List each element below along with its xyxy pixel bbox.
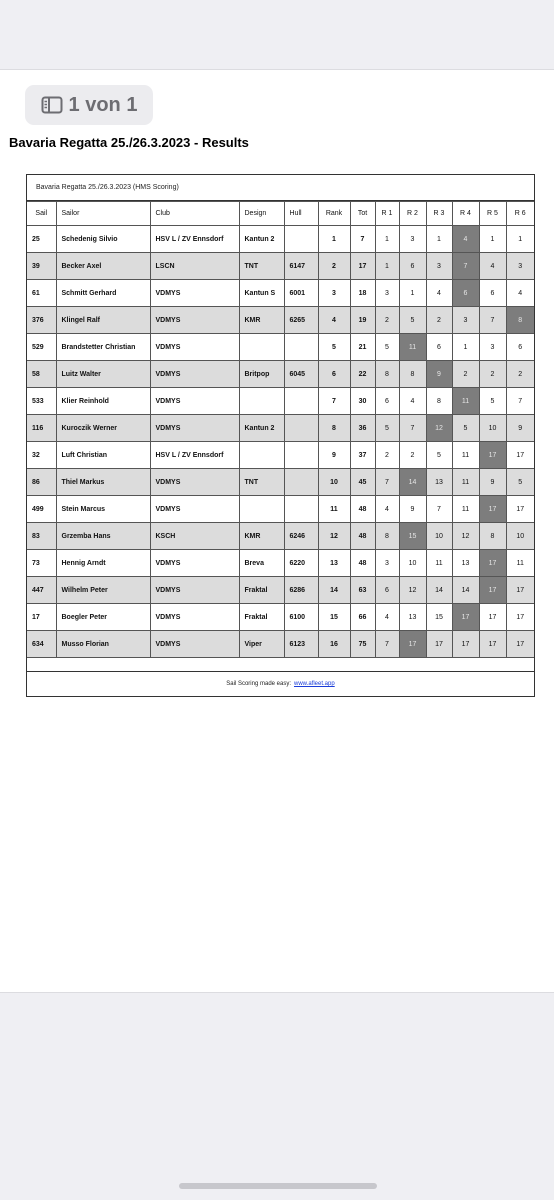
hull-cell: 6246 — [284, 523, 318, 550]
column-header: R 6 — [506, 202, 534, 226]
sailor-cell: Wilhelm Peter — [56, 577, 150, 604]
race-cell: 9 — [506, 415, 534, 442]
design-cell: TNT — [239, 469, 284, 496]
column-header: Design — [239, 202, 284, 226]
race-cell: 17 — [506, 604, 534, 631]
column-header: R 5 — [479, 202, 506, 226]
race-cell: 17 — [479, 604, 506, 631]
club-cell: VDMYS — [150, 631, 239, 658]
race-cell: 15 — [426, 604, 452, 631]
race-cell: 11 — [452, 496, 479, 523]
sail-cell: 116 — [27, 415, 56, 442]
race-cell: 1 — [452, 334, 479, 361]
table-footer — [27, 671, 534, 696]
sailor-cell: Schedenig Silvio — [56, 226, 150, 253]
club-cell: VDMYS — [150, 280, 239, 307]
discarded-race-cell: 8 — [506, 307, 534, 334]
rank-cell: 1 — [318, 226, 350, 253]
sail-cell: 86 — [27, 469, 56, 496]
rank-cell: 9 — [318, 442, 350, 469]
column-header: R 3 — [426, 202, 452, 226]
race-cell: 17 — [506, 496, 534, 523]
race-cell: 5 — [375, 334, 399, 361]
club-cell: VDMYS — [150, 334, 239, 361]
discarded-race-cell: 17 — [452, 604, 479, 631]
race-cell: 3 — [375, 280, 399, 307]
table-row — [27, 523, 534, 550]
sailor-cell: Luft Christian — [56, 442, 150, 469]
rank-cell: 5 — [318, 334, 350, 361]
total-cell: 18 — [350, 280, 375, 307]
club-cell: VDMYS — [150, 577, 239, 604]
race-cell: 4 — [399, 388, 426, 415]
rank-cell: 10 — [318, 469, 350, 496]
design-cell — [239, 388, 284, 415]
sail-cell: 58 — [27, 361, 56, 388]
discarded-race-cell: 11 — [452, 388, 479, 415]
hull-cell — [284, 388, 318, 415]
race-cell: 10 — [506, 523, 534, 550]
race-cell: 1 — [426, 226, 452, 253]
sail-cell: 529 — [27, 334, 56, 361]
total-cell: 48 — [350, 496, 375, 523]
discarded-race-cell: 9 — [426, 361, 452, 388]
total-cell: 37 — [350, 442, 375, 469]
design-cell — [239, 442, 284, 469]
race-cell: 17 — [426, 631, 452, 658]
race-cell: 7 — [375, 631, 399, 658]
design-cell — [239, 334, 284, 361]
sailor-cell: Schmitt Gerhard — [56, 280, 150, 307]
race-cell: 8 — [375, 361, 399, 388]
race-cell: 3 — [426, 253, 452, 280]
column-header: R 4 — [452, 202, 479, 226]
race-cell: 8 — [375, 523, 399, 550]
hull-cell: 6045 — [284, 361, 318, 388]
discarded-race-cell: 17 — [479, 496, 506, 523]
race-cell: 3 — [506, 253, 534, 280]
total-cell: 22 — [350, 361, 375, 388]
club-cell: HSV L / ZV Ennsdorf — [150, 442, 239, 469]
total-cell: 48 — [350, 523, 375, 550]
document-title: Bavaria Regatta 25./26.3.2023 - Results — [9, 135, 249, 150]
sail-cell: 39 — [27, 253, 56, 280]
race-cell: 4 — [479, 253, 506, 280]
race-cell: 3 — [375, 550, 399, 577]
race-cell: 2 — [399, 442, 426, 469]
results-table-frame — [26, 174, 535, 697]
race-cell: 5 — [426, 442, 452, 469]
table-row — [27, 442, 534, 469]
sailor-cell: Musso Florian — [56, 631, 150, 658]
club-cell: VDMYS — [150, 307, 239, 334]
discarded-race-cell: 12 — [426, 415, 452, 442]
total-cell: 19 — [350, 307, 375, 334]
race-cell: 8 — [426, 388, 452, 415]
race-cell: 7 — [506, 388, 534, 415]
club-cell: KSCH — [150, 523, 239, 550]
hull-cell: 6100 — [284, 604, 318, 631]
rank-cell: 2 — [318, 253, 350, 280]
sail-cell: 32 — [27, 442, 56, 469]
total-cell: 75 — [350, 631, 375, 658]
race-cell: 7 — [375, 469, 399, 496]
race-cell: 4 — [375, 604, 399, 631]
design-cell: Viper — [239, 631, 284, 658]
design-cell: Breva — [239, 550, 284, 577]
design-cell: Kantun S — [239, 280, 284, 307]
design-cell: TNT — [239, 253, 284, 280]
hull-cell: 6001 — [284, 280, 318, 307]
discarded-race-cell: 15 — [399, 523, 426, 550]
sail-cell: 83 — [27, 523, 56, 550]
total-cell: 7 — [350, 226, 375, 253]
sailor-cell: Luitz Walter — [56, 361, 150, 388]
race-cell: 17 — [506, 631, 534, 658]
design-cell: Kantun 2 — [239, 415, 284, 442]
total-cell: 30 — [350, 388, 375, 415]
race-cell: 4 — [506, 280, 534, 307]
race-cell: 5 — [506, 469, 534, 496]
race-cell: 2 — [375, 442, 399, 469]
race-cell: 9 — [479, 469, 506, 496]
hull-cell: 6220 — [284, 550, 318, 577]
sailor-cell: Becker Axel — [56, 253, 150, 280]
race-cell: 12 — [452, 523, 479, 550]
design-cell: KMR — [239, 307, 284, 334]
race-cell: 5 — [375, 415, 399, 442]
table-header-row — [27, 202, 534, 226]
hull-cell — [284, 469, 318, 496]
race-cell: 6 — [506, 334, 534, 361]
rank-cell: 15 — [318, 604, 350, 631]
race-cell: 13 — [399, 604, 426, 631]
race-cell: 1 — [506, 226, 534, 253]
race-cell: 6 — [375, 577, 399, 604]
sailor-cell: Hennig Arndt — [56, 550, 150, 577]
discarded-race-cell: 17 — [479, 442, 506, 469]
page-indicator-button[interactable] — [25, 85, 153, 125]
race-cell: 14 — [452, 577, 479, 604]
total-cell: 36 — [350, 415, 375, 442]
table-row — [27, 280, 534, 307]
sidebar-page-icon — [41, 96, 63, 114]
sailor-cell: Thiel Markus — [56, 469, 150, 496]
race-cell: 2 — [426, 307, 452, 334]
rank-cell: 16 — [318, 631, 350, 658]
table-row — [27, 226, 534, 253]
design-cell: Fraktal — [239, 577, 284, 604]
table-row — [27, 415, 534, 442]
race-cell: 17 — [506, 577, 534, 604]
sail-cell: 533 — [27, 388, 56, 415]
table-row — [27, 496, 534, 523]
race-cell: 3 — [452, 307, 479, 334]
race-cell: 2 — [506, 361, 534, 388]
table-caption: Bavaria Regatta 25./26.3.2023 (HMS Scoring) — [27, 175, 534, 201]
rank-cell: 4 — [318, 307, 350, 334]
table-row — [27, 469, 534, 496]
race-cell: 7 — [399, 415, 426, 442]
race-cell: 6 — [426, 334, 452, 361]
discarded-race-cell: 17 — [399, 631, 426, 658]
club-cell: VDMYS — [150, 388, 239, 415]
table-row — [27, 307, 534, 334]
race-cell: 2 — [479, 361, 506, 388]
race-cell: 1 — [399, 280, 426, 307]
table-row — [27, 631, 534, 658]
club-cell: HSV L / ZV Ennsdorf — [150, 226, 239, 253]
club-cell: LSCN — [150, 253, 239, 280]
total-cell: 17 — [350, 253, 375, 280]
race-cell: 11 — [506, 550, 534, 577]
race-cell: 3 — [479, 334, 506, 361]
race-cell: 7 — [426, 496, 452, 523]
sail-cell: 61 — [27, 280, 56, 307]
hull-cell — [284, 442, 318, 469]
sail-cell: 634 — [27, 631, 56, 658]
discarded-race-cell: 17 — [479, 550, 506, 577]
race-cell: 8 — [399, 361, 426, 388]
total-cell: 66 — [350, 604, 375, 631]
rank-cell: 13 — [318, 550, 350, 577]
design-cell: Britpop — [239, 361, 284, 388]
club-cell: VDMYS — [150, 415, 239, 442]
table-row — [27, 577, 534, 604]
hull-cell — [284, 496, 318, 523]
table-row — [27, 604, 534, 631]
column-header: Hull — [284, 202, 318, 226]
home-indicator[interactable] — [179, 1183, 377, 1189]
design-cell — [239, 496, 284, 523]
sail-cell: 17 — [27, 604, 56, 631]
design-cell: KMR — [239, 523, 284, 550]
total-cell: 45 — [350, 469, 375, 496]
race-cell: 11 — [426, 550, 452, 577]
total-cell: 21 — [350, 334, 375, 361]
sailor-cell: Klier Reinhold — [56, 388, 150, 415]
sail-cell: 447 — [27, 577, 56, 604]
page-indicator-label: 1 von 1 — [68, 93, 138, 116]
race-cell: 10 — [426, 523, 452, 550]
race-cell: 2 — [375, 307, 399, 334]
table-row — [27, 550, 534, 577]
sail-cell: 499 — [27, 496, 56, 523]
total-cell: 63 — [350, 577, 375, 604]
race-cell: 13 — [426, 469, 452, 496]
hull-cell — [284, 334, 318, 361]
column-header: Sail — [27, 202, 56, 226]
club-cell: VDMYS — [150, 550, 239, 577]
race-cell: 7 — [479, 307, 506, 334]
column-header: Club — [150, 202, 239, 226]
table-row — [27, 253, 534, 280]
column-header: Tot — [350, 202, 375, 226]
rank-cell: 11 — [318, 496, 350, 523]
rank-cell: 14 — [318, 577, 350, 604]
discarded-race-cell: 11 — [399, 334, 426, 361]
sailor-cell: Klingel Ralf — [56, 307, 150, 334]
sail-cell: 25 — [27, 226, 56, 253]
race-cell: 3 — [399, 226, 426, 253]
sailor-cell: Stein Marcus — [56, 496, 150, 523]
table-row — [27, 334, 534, 361]
hull-cell: 6147 — [284, 253, 318, 280]
total-cell: 48 — [350, 550, 375, 577]
club-cell: VDMYS — [150, 496, 239, 523]
discarded-race-cell: 7 — [452, 253, 479, 280]
table-row — [27, 388, 534, 415]
race-cell: 5 — [452, 415, 479, 442]
race-cell: 17 — [506, 442, 534, 469]
race-cell: 1 — [375, 226, 399, 253]
hull-cell: 6286 — [284, 577, 318, 604]
hull-cell: 6123 — [284, 631, 318, 658]
race-cell: 12 — [399, 577, 426, 604]
column-header: Rank — [318, 202, 350, 226]
rank-cell: 3 — [318, 280, 350, 307]
race-cell: 4 — [375, 496, 399, 523]
sailor-cell: Kuroczik Werner — [56, 415, 150, 442]
rank-cell: 8 — [318, 415, 350, 442]
race-cell: 10 — [399, 550, 426, 577]
club-cell: VDMYS — [150, 361, 239, 388]
sailor-cell: Brandstetter Christian — [56, 334, 150, 361]
rank-cell: 7 — [318, 388, 350, 415]
race-cell: 10 — [479, 415, 506, 442]
viewer-top-bar — [0, 0, 554, 68]
race-cell: 11 — [452, 442, 479, 469]
race-cell: 17 — [479, 631, 506, 658]
sail-cell: 376 — [27, 307, 56, 334]
race-cell: 4 — [426, 280, 452, 307]
sailor-cell: Grzemba Hans — [56, 523, 150, 550]
footer-link[interactable]: www.afleet.app — [294, 681, 335, 687]
race-cell: 6 — [399, 253, 426, 280]
column-header: R 2 — [399, 202, 426, 226]
rank-cell: 6 — [318, 361, 350, 388]
race-cell: 17 — [452, 631, 479, 658]
race-cell: 13 — [452, 550, 479, 577]
discarded-race-cell: 4 — [452, 226, 479, 253]
hull-cell — [284, 415, 318, 442]
race-cell: 8 — [479, 523, 506, 550]
design-cell: Kantun 2 — [239, 226, 284, 253]
race-cell: 1 — [375, 253, 399, 280]
discarded-race-cell: 14 — [399, 469, 426, 496]
race-cell: 5 — [479, 388, 506, 415]
sail-cell: 73 — [27, 550, 56, 577]
hull-cell: 6265 — [284, 307, 318, 334]
club-cell: VDMYS — [150, 604, 239, 631]
race-cell: 14 — [426, 577, 452, 604]
rank-cell: 12 — [318, 523, 350, 550]
sailor-cell: Boegler Peter — [56, 604, 150, 631]
hull-cell — [284, 226, 318, 253]
design-cell: Fraktal — [239, 604, 284, 631]
race-cell: 6 — [375, 388, 399, 415]
footer-text: Sail Scoring made easy: — [226, 681, 291, 687]
race-cell: 1 — [479, 226, 506, 253]
race-cell: 5 — [399, 307, 426, 334]
discarded-race-cell: 6 — [452, 280, 479, 307]
column-header: R 1 — [375, 202, 399, 226]
race-cell: 6 — [479, 280, 506, 307]
results-table — [27, 201, 534, 658]
race-cell: 9 — [399, 496, 426, 523]
club-cell: VDMYS — [150, 469, 239, 496]
table-row — [27, 361, 534, 388]
column-header: Sailor — [56, 202, 150, 226]
race-cell: 2 — [452, 361, 479, 388]
discarded-race-cell: 17 — [479, 577, 506, 604]
race-cell: 11 — [452, 469, 479, 496]
